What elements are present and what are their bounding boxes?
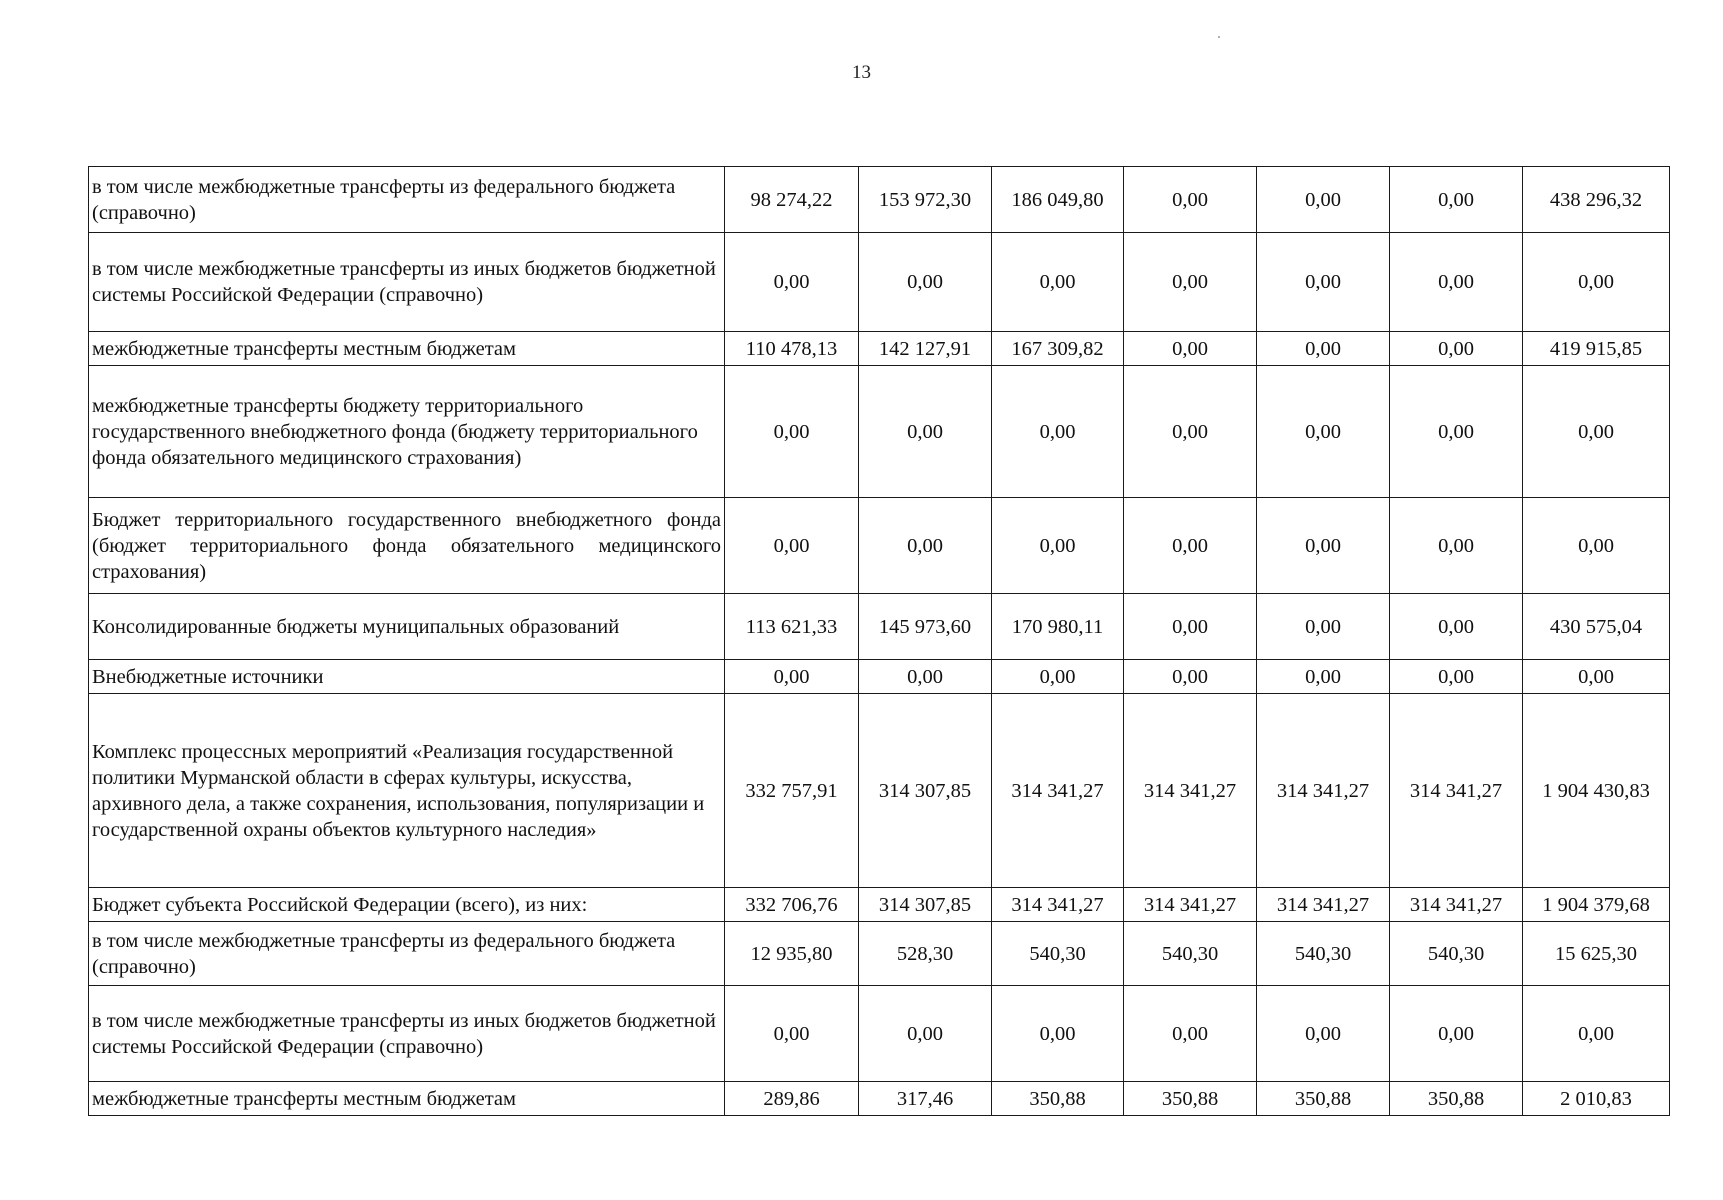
value-cell: 170 980,11 xyxy=(992,594,1124,660)
row-label: в том числе межбюджетные трансферты из иных бюджетов бюджетной системы Российской Федерации (справочно) xyxy=(89,986,725,1082)
table-row xyxy=(89,498,1670,594)
value-cell: 113 621,33 xyxy=(725,594,859,660)
total-cell: 438 296,32 xyxy=(1523,167,1670,233)
value-cell: 0,00 xyxy=(859,498,992,594)
row-label: в том числе межбюджетные трансферты из федерального бюджета (справочно) xyxy=(89,167,725,233)
value-cell: 0,00 xyxy=(1124,332,1257,366)
value-cell: 314 307,85 xyxy=(859,694,992,888)
value-cell: 540,30 xyxy=(992,922,1124,986)
row-label: в том числе межбюджетные трансферты из федерального бюджета (справочно) xyxy=(89,922,725,986)
value-cell: 314 341,27 xyxy=(1257,888,1390,922)
total-cell: 0,00 xyxy=(1523,233,1670,332)
total-cell: 0,00 xyxy=(1523,986,1670,1082)
scan-speck xyxy=(1218,36,1220,38)
table-row xyxy=(89,594,1670,660)
value-cell: 0,00 xyxy=(1390,594,1523,660)
value-cell: 350,88 xyxy=(992,1082,1124,1116)
value-cell: 350,88 xyxy=(1390,1082,1523,1116)
value-cell: 314 341,27 xyxy=(1124,694,1257,888)
value-cell: 540,30 xyxy=(1390,922,1523,986)
value-cell: 314 341,27 xyxy=(992,694,1124,888)
value-cell: 186 049,80 xyxy=(992,167,1124,233)
value-cell: 0,00 xyxy=(1124,660,1257,694)
value-cell: 0,00 xyxy=(1257,233,1390,332)
value-cell: 167 309,82 xyxy=(992,332,1124,366)
value-cell: 289,86 xyxy=(725,1082,859,1116)
value-cell: 314 341,27 xyxy=(1390,694,1523,888)
value-cell: 0,00 xyxy=(1257,332,1390,366)
row-label: Бюджет территориального государственного внебюджетного фонда (бюджет территориального фонда обязательного медицинского страхования) xyxy=(89,498,725,594)
value-cell: 540,30 xyxy=(1257,922,1390,986)
value-cell: 540,30 xyxy=(1124,922,1257,986)
value-cell: 142 127,91 xyxy=(859,332,992,366)
value-cell: 0,00 xyxy=(1390,986,1523,1082)
table-row xyxy=(89,660,1670,694)
value-cell: 0,00 xyxy=(725,986,859,1082)
value-cell: 314 307,85 xyxy=(859,888,992,922)
page-number: 13 xyxy=(852,62,871,83)
value-cell: 0,00 xyxy=(1390,332,1523,366)
total-cell: 1 904 430,83 xyxy=(1523,694,1670,888)
value-cell: 0,00 xyxy=(1257,498,1390,594)
value-cell: 317,46 xyxy=(859,1082,992,1116)
value-cell: 110 478,13 xyxy=(725,332,859,366)
value-cell: 0,00 xyxy=(1390,660,1523,694)
value-cell: 0,00 xyxy=(992,366,1124,498)
value-cell: 98 274,22 xyxy=(725,167,859,233)
value-cell: 528,30 xyxy=(859,922,992,986)
value-cell: 0,00 xyxy=(992,233,1124,332)
value-cell: 332 706,76 xyxy=(725,888,859,922)
table-row xyxy=(89,694,1670,888)
table-row xyxy=(89,332,1670,366)
total-cell: 419 915,85 xyxy=(1523,332,1670,366)
row-label: в том числе межбюджетные трансферты из иных бюджетов бюджетной системы Российской Федерации (справочно) xyxy=(89,233,725,332)
value-cell: 0,00 xyxy=(1390,233,1523,332)
table-row xyxy=(89,1082,1670,1116)
value-cell: 314 341,27 xyxy=(992,888,1124,922)
value-cell: 0,00 xyxy=(1390,366,1523,498)
value-cell: 0,00 xyxy=(1124,986,1257,1082)
value-cell: 0,00 xyxy=(1124,498,1257,594)
value-cell: 0,00 xyxy=(992,986,1124,1082)
value-cell: 0,00 xyxy=(1124,366,1257,498)
value-cell: 0,00 xyxy=(725,366,859,498)
total-cell: 0,00 xyxy=(1523,366,1670,498)
total-cell: 0,00 xyxy=(1523,660,1670,694)
total-cell: 1 904 379,68 xyxy=(1523,888,1670,922)
value-cell: 0,00 xyxy=(859,986,992,1082)
row-label: Консолидированные бюджеты муниципальных образований xyxy=(89,594,725,660)
value-cell: 350,88 xyxy=(1124,1082,1257,1116)
value-cell: 145 973,60 xyxy=(859,594,992,660)
value-cell: 350,88 xyxy=(1257,1082,1390,1116)
value-cell: 0,00 xyxy=(725,233,859,332)
total-cell: 0,00 xyxy=(1523,498,1670,594)
value-cell: 314 341,27 xyxy=(1257,694,1390,888)
row-label: межбюджетные трансферты бюджету территориального государственного внебюджетного фонда (бюджету территориального фонда обязательного медицинского страхования) xyxy=(89,366,725,498)
value-cell: 0,00 xyxy=(1257,594,1390,660)
value-cell: 0,00 xyxy=(1124,594,1257,660)
total-cell: 430 575,04 xyxy=(1523,594,1670,660)
value-cell: 0,00 xyxy=(1124,233,1257,332)
value-cell: 314 341,27 xyxy=(1390,888,1523,922)
row-label: Бюджет субъекта Российской Федерации (всего), из них: xyxy=(89,888,725,922)
row-label: межбюджетные трансферты местным бюджетам xyxy=(89,1082,725,1116)
value-cell: 0,00 xyxy=(859,660,992,694)
value-cell: 0,00 xyxy=(859,233,992,332)
value-cell: 0,00 xyxy=(725,498,859,594)
value-cell: 0,00 xyxy=(1124,167,1257,233)
table-row xyxy=(89,922,1670,986)
value-cell: 153 972,30 xyxy=(859,167,992,233)
value-cell: 0,00 xyxy=(725,660,859,694)
table-row xyxy=(89,233,1670,332)
value-cell: 0,00 xyxy=(1257,366,1390,498)
value-cell: 12 935,80 xyxy=(725,922,859,986)
table-row xyxy=(89,167,1670,233)
table-row xyxy=(89,986,1670,1082)
budget-table xyxy=(88,166,1670,1116)
row-label: Комплекс процессных мероприятий «Реализация государственной политики Мурманской области в сферах культуры, искусства, архивного дела, а также сохранения, использования, популяризации и государственной охраны объектов культурного наследия» xyxy=(89,694,725,888)
total-cell: 2 010,83 xyxy=(1523,1082,1670,1116)
value-cell: 0,00 xyxy=(1257,986,1390,1082)
value-cell: 0,00 xyxy=(1257,167,1390,233)
value-cell: 0,00 xyxy=(1257,660,1390,694)
value-cell: 332 757,91 xyxy=(725,694,859,888)
table-row xyxy=(89,366,1670,498)
row-label: Внебюджетные источники xyxy=(89,660,725,694)
value-cell: 0,00 xyxy=(992,498,1124,594)
value-cell: 0,00 xyxy=(1390,498,1523,594)
total-cell: 15 625,30 xyxy=(1523,922,1670,986)
row-label: межбюджетные трансферты местным бюджетам xyxy=(89,332,725,366)
value-cell: 0,00 xyxy=(859,366,992,498)
value-cell: 314 341,27 xyxy=(1124,888,1257,922)
value-cell: 0,00 xyxy=(1390,167,1523,233)
value-cell: 0,00 xyxy=(992,660,1124,694)
table-row xyxy=(89,888,1670,922)
